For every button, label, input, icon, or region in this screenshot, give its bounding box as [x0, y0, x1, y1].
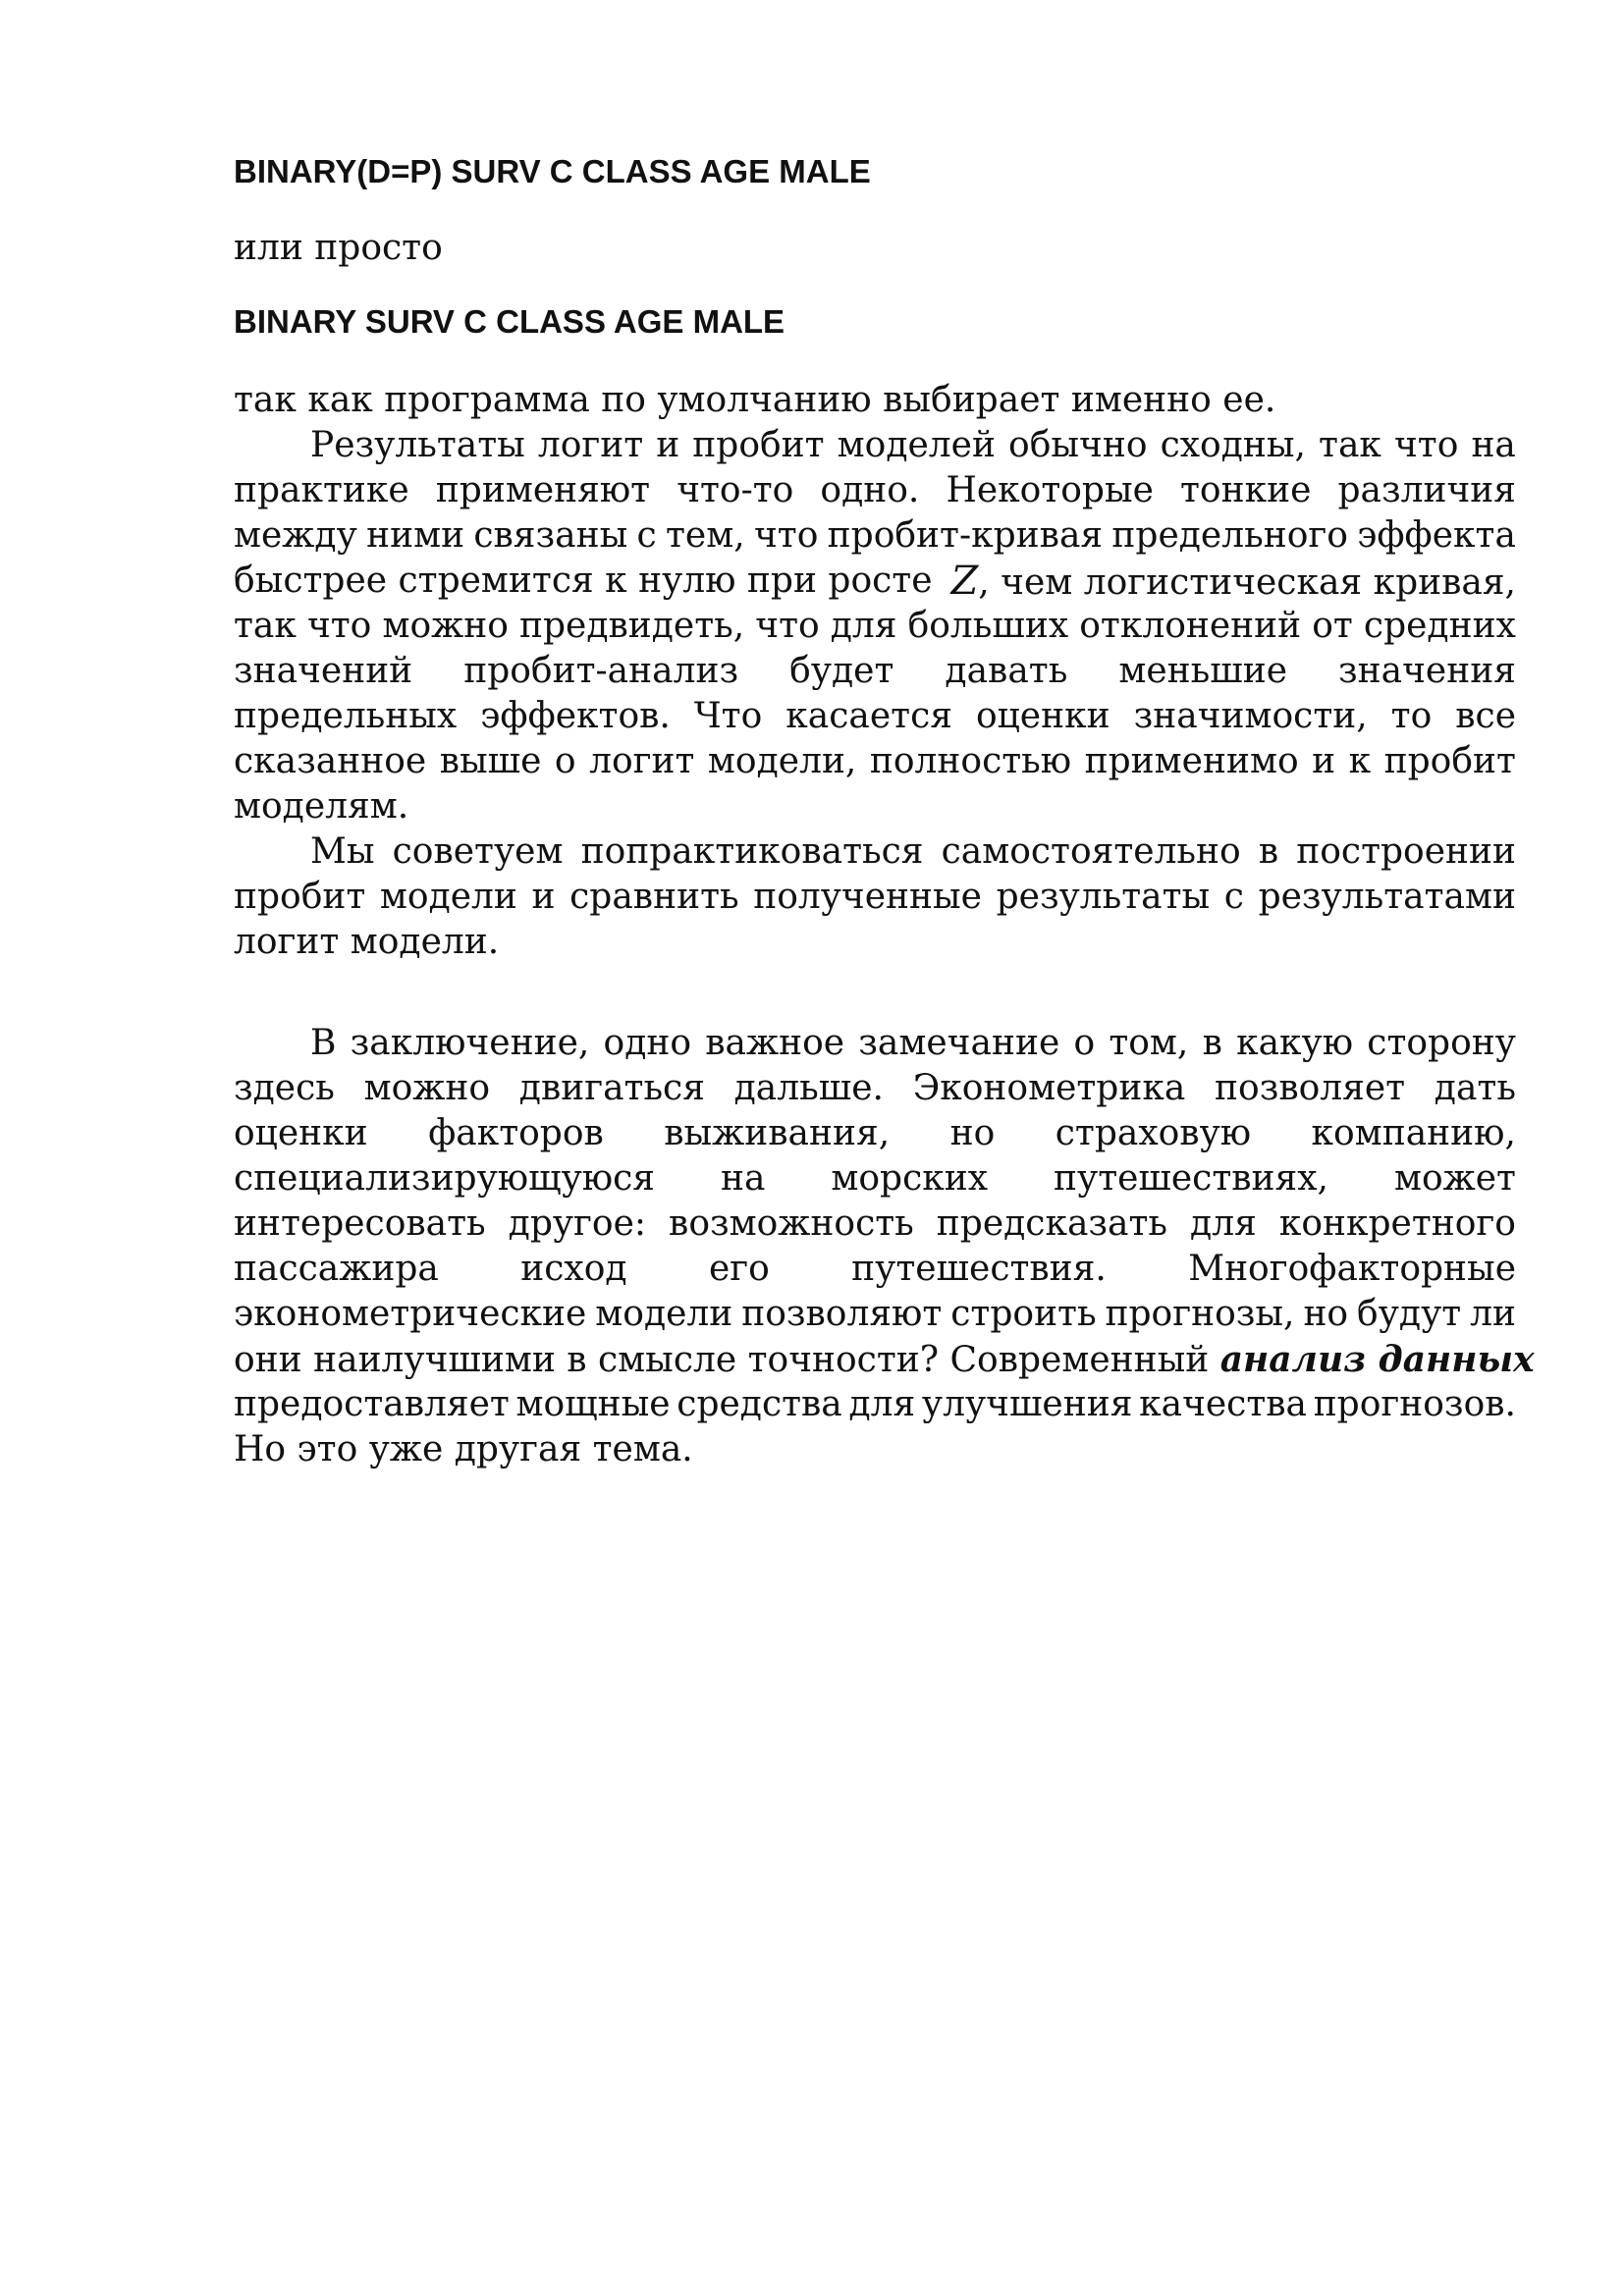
text-line — [234, 1292, 1516, 1337]
word: может — [1393, 1158, 1516, 1199]
text-line — [234, 604, 1516, 649]
word: больших — [907, 606, 1069, 646]
word: предоставляет — [234, 1384, 510, 1424]
word: пробит — [692, 425, 825, 465]
word: предельного — [1111, 515, 1348, 556]
word: к — [1348, 741, 1372, 781]
word: эффекта — [1357, 515, 1516, 556]
word: самостоятельно — [941, 831, 1241, 872]
word: эффектов. — [480, 696, 671, 736]
word: Многофакторные — [1188, 1249, 1516, 1289]
word: страховую — [1055, 1113, 1252, 1153]
word: сказанное — [234, 741, 427, 781]
word: замечание — [858, 1023, 1060, 1063]
word: что-то — [677, 470, 794, 510]
word: качества — [1139, 1384, 1307, 1424]
code-line-binary-probit: BINARY(D=P) SURV C CLASS AGE MALE — [234, 153, 871, 189]
word: попрактиковаться — [580, 831, 924, 872]
word: касается — [785, 696, 952, 736]
text-line — [234, 1156, 1516, 1201]
word: средних — [1363, 606, 1516, 646]
word: модели, — [707, 741, 857, 781]
word: пробит — [234, 877, 366, 917]
word: будут — [1357, 1294, 1462, 1334]
word: средства — [677, 1384, 842, 1424]
word: для — [1190, 1203, 1257, 1244]
word: пассажира — [234, 1249, 439, 1289]
word: здесь — [234, 1068, 335, 1108]
text-line: они наилучшими в смысле точности? Современный анализ данных — [234, 1339, 1535, 1380]
word: с — [636, 515, 657, 556]
word: можно — [382, 606, 509, 646]
word: отклонений — [1079, 606, 1302, 646]
word: будет — [789, 651, 894, 691]
word: одно. — [820, 470, 920, 510]
text-line-part: быстрее стремится к нулю при росте — [234, 561, 933, 601]
word: советуем — [392, 831, 564, 872]
word: обычно — [1008, 425, 1148, 465]
word: сходны, — [1160, 425, 1306, 465]
word: морских — [831, 1158, 989, 1199]
word: на — [720, 1158, 766, 1199]
word: меньшие — [1118, 651, 1287, 691]
word: для — [830, 606, 897, 646]
text-line — [234, 1021, 1516, 1066]
text-line — [234, 694, 1516, 739]
paragraph-practice-advice — [234, 829, 1516, 965]
word: улучшения — [921, 1384, 1133, 1424]
word: оценки — [975, 696, 1110, 736]
word: что — [1393, 425, 1459, 465]
word: двигаться — [518, 1068, 705, 1108]
word: различия — [1337, 470, 1516, 510]
word: важное — [705, 1023, 845, 1063]
text-line — [234, 1066, 1516, 1111]
word: предвидеть, — [518, 606, 745, 646]
word: в — [1258, 831, 1279, 872]
word: том, — [1109, 1023, 1189, 1063]
word: что — [306, 606, 372, 646]
word: заключение, — [350, 1023, 590, 1063]
text-line — [234, 829, 1516, 875]
word: дать — [1434, 1068, 1516, 1108]
word: прогнозов. — [1313, 1384, 1516, 1424]
text-line — [234, 649, 1516, 694]
word: в — [1202, 1023, 1222, 1063]
text-line: моделям. — [234, 786, 409, 827]
word: и — [1312, 741, 1336, 781]
word: все — [1455, 696, 1516, 736]
word: факторов — [428, 1113, 604, 1153]
word: специализирующуюся — [234, 1158, 655, 1199]
word: так — [234, 606, 297, 646]
paragraph-conclusion — [234, 1021, 1535, 1472]
word: предсказать — [936, 1203, 1168, 1244]
word: значений — [234, 651, 413, 691]
word: моделей — [837, 425, 996, 465]
word: модели — [379, 877, 517, 917]
word: одно — [603, 1023, 692, 1063]
word: построении — [1296, 831, 1516, 872]
word: исход — [520, 1249, 627, 1289]
word: и — [656, 425, 680, 465]
word: логит — [537, 425, 644, 465]
text-line — [234, 1111, 1516, 1156]
word: полученные — [753, 877, 982, 917]
word: но — [949, 1113, 996, 1153]
word: конкретного — [1278, 1203, 1516, 1244]
text-line — [234, 739, 1516, 784]
word: полностью — [869, 741, 1072, 781]
word: давать — [945, 651, 1068, 691]
word: предельных — [234, 696, 458, 736]
word: ними — [366, 515, 465, 556]
text-line: логит модели. — [234, 922, 500, 962]
text-line — [234, 468, 1516, 513]
paragraph-logit-probit-comparison — [234, 423, 1516, 829]
variable-z: Z — [950, 559, 979, 604]
word: пробит — [1383, 741, 1516, 781]
word: позволяют — [741, 1294, 943, 1334]
word: интересовать — [234, 1203, 486, 1244]
text-line — [234, 1201, 1516, 1247]
word: результаты — [996, 877, 1211, 917]
word: от — [1312, 606, 1353, 646]
word: можно — [363, 1068, 491, 1108]
word: его — [708, 1249, 770, 1289]
text-line — [234, 1247, 1516, 1292]
word: значимости, — [1133, 696, 1368, 736]
word: Мы — [310, 831, 375, 872]
word: применяют — [435, 470, 651, 510]
word: связаны — [473, 515, 628, 556]
word: на — [1471, 425, 1516, 465]
text-line — [234, 513, 1516, 559]
word: модели — [595, 1294, 733, 1334]
word: логит — [589, 741, 695, 781]
word: значения — [1338, 651, 1516, 691]
word: но — [1303, 1294, 1349, 1334]
paragraph-default-model — [234, 378, 1516, 423]
word: ли — [1470, 1294, 1516, 1334]
text-line — [234, 1382, 1516, 1427]
word: с — [1223, 877, 1244, 917]
text-line — [234, 875, 1516, 920]
word: позволяет — [1215, 1068, 1406, 1108]
word: возможность — [669, 1203, 914, 1244]
word: эконометрические — [234, 1294, 587, 1334]
word: дальше. — [733, 1068, 884, 1108]
word: путешествия. — [851, 1249, 1107, 1289]
word: и — [531, 877, 556, 917]
word: тем, — [666, 515, 745, 556]
word: так — [1319, 425, 1381, 465]
word: мощные — [515, 1384, 671, 1424]
text-line: Но это уже другая тема. — [234, 1429, 693, 1469]
word: В — [310, 1023, 337, 1063]
text-line — [234, 559, 1516, 604]
word: между — [234, 515, 357, 556]
word: результатами — [1258, 877, 1516, 917]
text-line-part: Z, чем логистическая кривая, — [950, 559, 1516, 604]
word: для — [848, 1384, 916, 1424]
word: о — [1073, 1023, 1096, 1063]
word: какую — [1236, 1023, 1354, 1063]
word: Эконометрика — [912, 1068, 1186, 1108]
word: другое: — [508, 1203, 647, 1244]
word: сравнить — [569, 877, 739, 917]
text-line: так как программа по умолчанию выбирает именно ее. — [234, 380, 1276, 420]
word: прогнозы, — [1105, 1294, 1295, 1334]
word: то — [1390, 696, 1433, 736]
word: выше — [439, 741, 542, 781]
word: применимо — [1084, 741, 1299, 781]
word: Результаты — [310, 425, 525, 465]
word: о — [554, 741, 576, 781]
word: сторону — [1367, 1023, 1516, 1063]
word: практике — [234, 470, 409, 510]
or-simply-text: или просто — [234, 228, 443, 268]
word: строить — [950, 1294, 1097, 1334]
code-line-binary-short: BINARY SURV C CLASS AGE MALE — [234, 303, 785, 340]
word: пробит-кривая — [827, 515, 1104, 556]
word: что — [753, 515, 819, 556]
emphasis-data-analysis: анализ данных — [1219, 1339, 1535, 1380]
word: компанию, — [1311, 1113, 1516, 1153]
word: путешествиях, — [1054, 1158, 1328, 1199]
word: Что — [693, 696, 763, 736]
text-line — [234, 423, 1516, 468]
word: что — [755, 606, 820, 646]
word: Некоторые — [946, 470, 1154, 510]
word: пробит-анализ — [463, 651, 739, 691]
word: тонкие — [1180, 470, 1312, 510]
word: выживания, — [664, 1113, 891, 1153]
word: оценки — [234, 1113, 368, 1153]
